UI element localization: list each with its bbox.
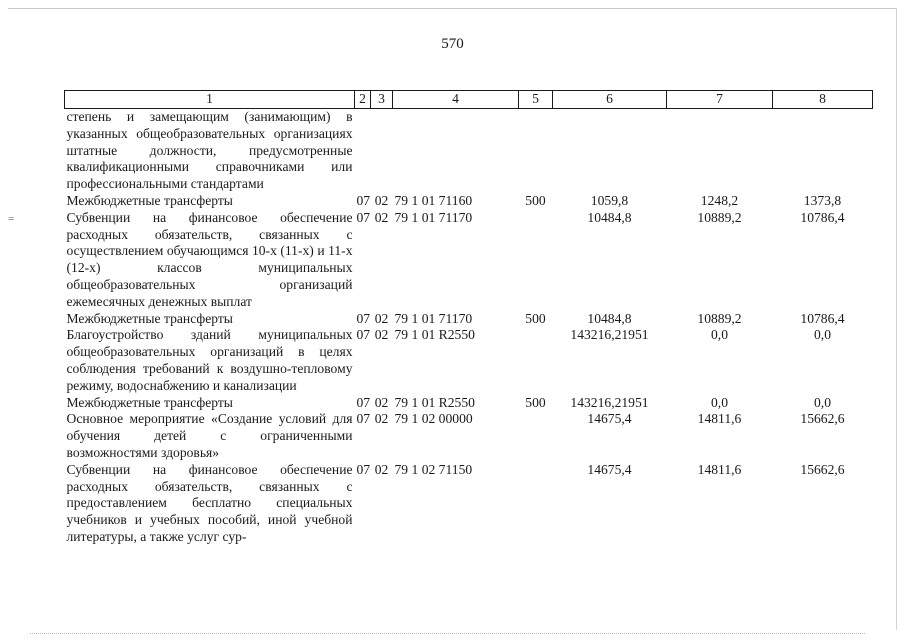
row-sum-col8: 10786,4	[800, 310, 845, 326]
row-section: 07	[356, 209, 371, 225]
row-sum-col8: 1373,8	[803, 192, 842, 208]
row-subsection: 02	[374, 327, 389, 343]
row-sum-col6: 1059,8	[590, 192, 629, 208]
row-section	[355, 109, 371, 193]
row-sum-col7: 0,0	[711, 394, 728, 410]
row-name: Субвенции на финансовое обеспечение расходных обязательств, связанных с осуществлением обучающимся 10-х (11-х) и 11-х (12-х) классов муниципальных общеобразовательных организаций ежемесячных денежных выплат	[66, 209, 353, 309]
row-sum-col8: 0,0	[814, 327, 831, 343]
page-number: 570	[441, 36, 464, 52]
header-col-4: 4	[393, 91, 519, 109]
header-col-1: 1	[65, 91, 355, 109]
budget-table	[64, 90, 873, 546]
row-subsection	[371, 109, 393, 193]
row-subsection: 02	[374, 394, 389, 410]
row-section: 07	[356, 192, 371, 208]
table-row	[65, 311, 873, 328]
row-expense-type	[519, 210, 553, 311]
row-name: Основное мероприятие «Создание условий для обучения детей с ограниченными возможностями здоровья»	[66, 411, 353, 460]
row-subsection: 02	[374, 310, 389, 326]
header-row	[65, 91, 873, 109]
table-row	[65, 327, 873, 394]
row-subsection: 02	[374, 192, 389, 208]
row-sum-col7: 14811,6	[697, 411, 742, 427]
row-expense-type: 500	[525, 394, 546, 410]
row-target-article	[393, 109, 519, 193]
row-sum-col6: 143216,21951	[570, 327, 649, 343]
row-expense-type: 500	[525, 192, 546, 208]
scan-edge-bottom	[30, 633, 865, 634]
row-target-article: 79 1 01 R2550	[394, 394, 475, 410]
row-sum-col7: 1248,2	[700, 192, 739, 208]
row-sum-col6: 14675,4	[587, 411, 632, 427]
row-expense-type	[519, 411, 553, 461]
row-subsection: 02	[374, 209, 389, 225]
row-expense-type: 500	[525, 310, 546, 326]
row-sum-col6: 10484,8	[587, 310, 632, 326]
row-target-article: 79 1 02 00000	[394, 411, 473, 427]
table-row	[65, 109, 873, 193]
row-section: 07	[356, 394, 371, 410]
row-sum-col7	[667, 109, 773, 193]
row-target-article: 79 1 01 71170	[394, 310, 473, 326]
header-col-8: 8	[773, 91, 873, 109]
header-col-7: 7	[667, 91, 773, 109]
row-name: Межбюджетные трансферты	[66, 310, 233, 326]
table-row	[65, 411, 873, 461]
row-name: Межбюджетные трансферты	[66, 394, 233, 410]
row-section: 07	[356, 327, 371, 343]
row-name: Благоустройство зданий муниципальных общеобразовательных организаций в целях соблюдения требований к воздушно-тепловому режиму, водоснабжению и канализации	[66, 327, 353, 393]
row-sum-col7: 14811,6	[697, 461, 742, 477]
row-target-article: 79 1 01 71170	[394, 209, 473, 225]
scan-edge-top	[8, 8, 897, 9]
row-section: 07	[356, 461, 371, 477]
row-sum-col7: 10889,2	[697, 209, 742, 225]
row-sum-col8	[773, 109, 873, 193]
row-expense-type	[519, 327, 553, 394]
table-body	[65, 109, 873, 546]
row-section: 07	[356, 411, 371, 427]
row-sum-col8: 10786,4	[800, 209, 845, 225]
table-row	[65, 193, 873, 210]
row-sum-col6: 10484,8	[587, 209, 632, 225]
row-target-article: 79 1 01 R2550	[394, 327, 475, 343]
table-header	[65, 91, 873, 109]
row-name: Межбюджетные трансферты	[66, 192, 233, 208]
header-col-6: 6	[553, 91, 667, 109]
header-col-5: 5	[519, 91, 553, 109]
row-expense-type	[519, 109, 553, 193]
row-sum-col6: 14675,4	[587, 461, 632, 477]
row-sum-col8: 15662,6	[800, 461, 845, 477]
row-sum-col7: 10889,2	[697, 310, 742, 326]
row-sum-col6: 143216,21951	[570, 394, 649, 410]
table-row	[65, 210, 873, 311]
row-sum-col7: 0,0	[711, 327, 728, 343]
row-subsection: 02	[374, 411, 389, 427]
table-row	[65, 395, 873, 412]
row-subsection: 02	[374, 461, 389, 477]
row-target-article: 79 1 01 71160	[394, 192, 473, 208]
header-col-3: 3	[371, 91, 393, 109]
row-target-article: 79 1 02 71150	[394, 461, 473, 477]
table-row	[65, 462, 873, 546]
row-section: 07	[356, 310, 371, 326]
row-name: степень и замещающим (занимающим) в указанных общеобразовательных организациях штатные должности, предусмотренные квалификационными справочниками или профессиональными стандартами	[66, 109, 353, 192]
row-expense-type	[519, 462, 553, 546]
margin-mark: =	[8, 213, 15, 225]
row-sum-col6	[553, 109, 667, 193]
row-sum-col8: 0,0	[814, 394, 831, 410]
row-name: Субвенции на финансовое обеспечение расходных обязательств, связанных с предоставлением бесплатно специальных учебников и учебных пособий, иной учебной литературы, а также услуг сур-	[66, 461, 353, 544]
row-sum-col8: 15662,6	[800, 411, 845, 427]
scan-edge-right	[896, 8, 897, 630]
header-col-2: 2	[355, 91, 371, 109]
